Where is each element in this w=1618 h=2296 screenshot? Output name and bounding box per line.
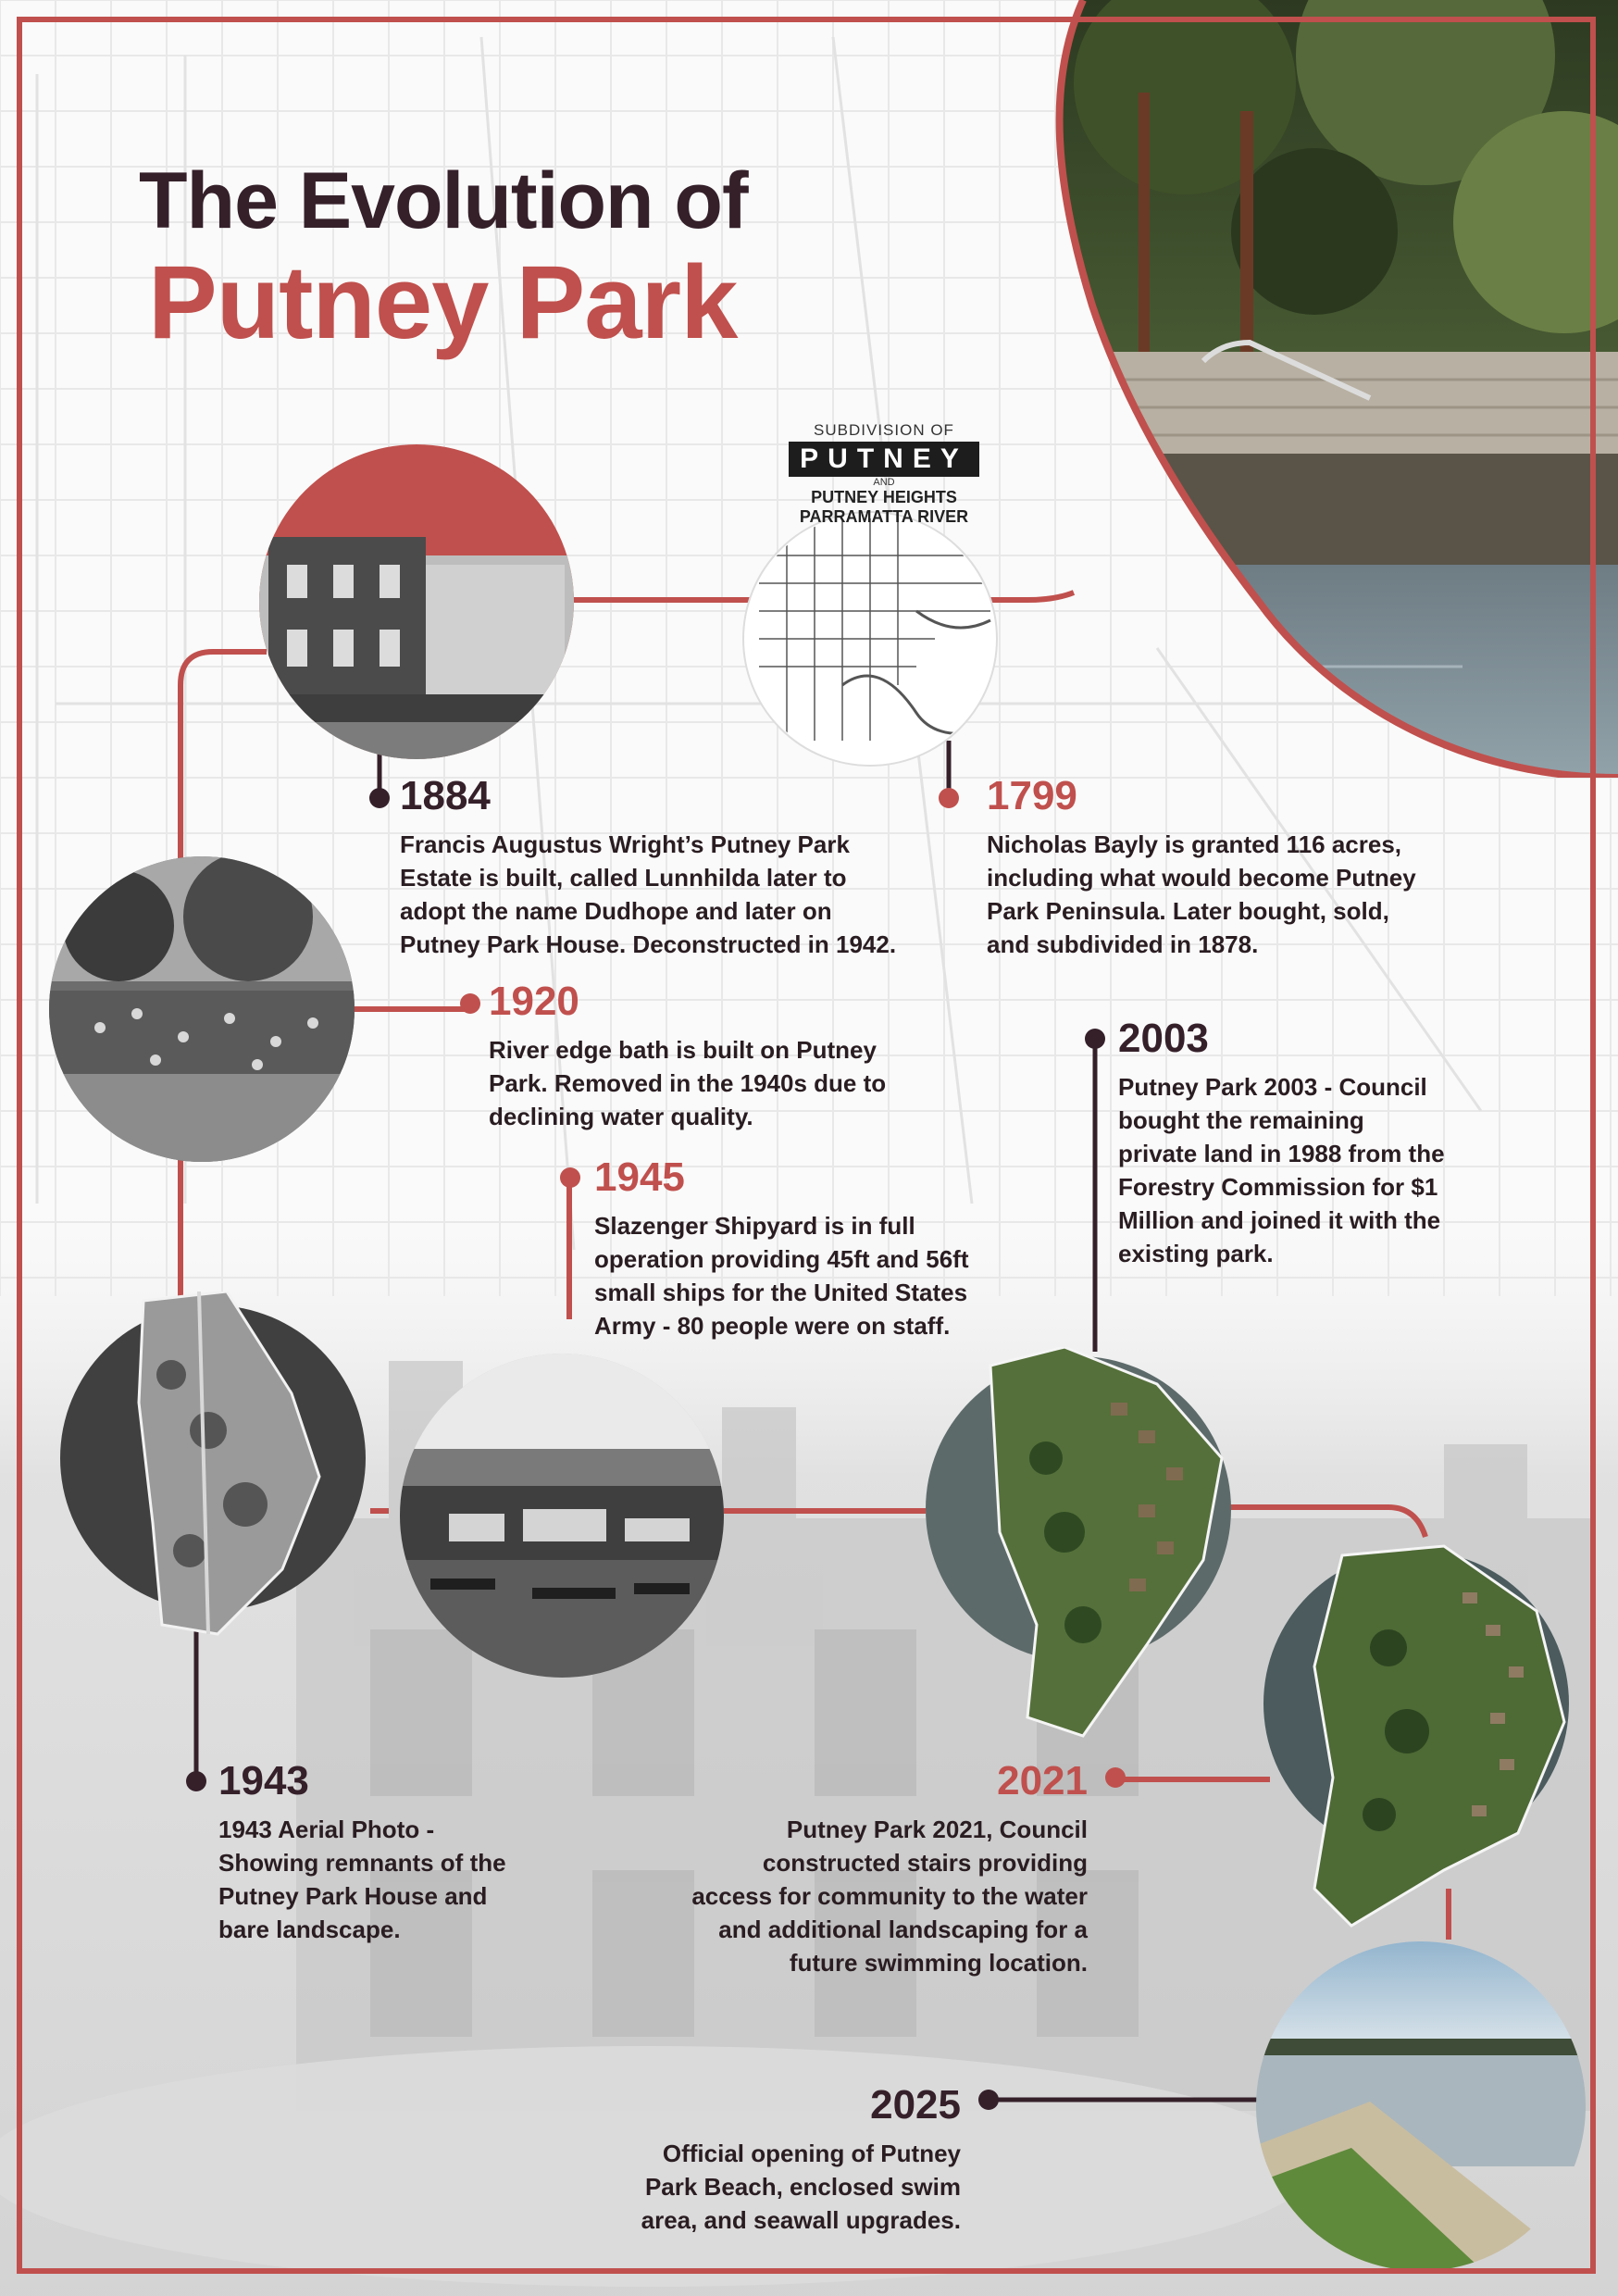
year-2021: 2021 [997, 1758, 1088, 1803]
timeline-entry-1945 [594, 1154, 1113, 1342]
year-1799: 1799 [987, 773, 1077, 818]
text-1920 [489, 1033, 970, 1133]
text-1799-line: Nicholas Bayly is granted 116 acres, [987, 830, 1402, 858]
text-2003-line: bought the remaining [1118, 1106, 1364, 1134]
photo-1884-house [250, 435, 583, 768]
year-2025: 2025 [870, 2082, 961, 2128]
year-1920: 1920 [489, 979, 579, 1024]
map-1799-subdivision [731, 500, 1018, 768]
text-2003-line: Million and joined it with the [1118, 1206, 1441, 1234]
text-2021-line: constructed stairs providing [762, 1849, 1088, 1877]
year-1945: 1945 [594, 1154, 685, 1200]
text-1943-line: Showing remnants of the [218, 1849, 506, 1877]
text-1943 [218, 1813, 607, 1946]
text-2003-line: existing park. [1118, 1240, 1274, 1267]
photo-1943-aerial [51, 1292, 375, 1643]
photo-2025-beach [1250, 1935, 1592, 2277]
text-2003 [1118, 1070, 1562, 1270]
photo-2003-aerial [926, 1347, 1231, 1745]
connector-2003-2021 [1213, 1507, 1425, 1537]
text-1945-line: operation providing 45ft and 56ft [594, 1245, 969, 1273]
text-2021-line: and additional landscaping for a [718, 1915, 1088, 1943]
map-label-name: PUTNEY [789, 442, 979, 477]
text-1799-line: Park Peninsula. Later bought, sold, [987, 897, 1389, 925]
text-1799-line: including what would become Putney [987, 864, 1416, 892]
text-1945-line: Slazenger Shipyard is in full [594, 1212, 915, 1240]
timeline-entry-1943 [218, 1758, 607, 1946]
text-2003-line: private land in 1988 from the [1118, 1140, 1445, 1167]
timeline-entry-1799 [987, 773, 1561, 961]
map-label-river: PARRAMATTA RIVER [799, 507, 969, 526]
text-2003-line: Forestry Commission for $1 [1118, 1173, 1438, 1201]
dot-1943 [186, 1771, 206, 1791]
map-label [759, 421, 1009, 527]
text-2003-line: Putney Park 2003 - Council [1118, 1073, 1427, 1101]
photo-2021-aerial [1259, 1537, 1583, 1935]
text-2025-line: Park Beach, enclosed swim [644, 2173, 961, 2201]
page-title-line1: The Evolution of [139, 156, 748, 245]
text-1884 [400, 828, 992, 961]
text-1799 [987, 828, 1561, 961]
photo-1945-shipyard [393, 1347, 731, 1685]
year-2003: 2003 [1118, 1016, 1209, 1061]
dot-2025 [978, 2090, 999, 2110]
dot-2021 [1105, 1767, 1126, 1788]
timeline-entry-2003 [1118, 1018, 1562, 1270]
map-label-subdivision: SUBDIVISION OF [814, 421, 954, 439]
text-1945 [594, 1209, 1113, 1342]
text-1884-line: Estate is built, called Lunnhilda later to [400, 864, 847, 892]
dot-1945 [560, 1167, 580, 1188]
year-1884: 1884 [400, 773, 491, 818]
timeline-entry-2021 [592, 1758, 1088, 1979]
dot-1920 [460, 993, 480, 1014]
photo-1920-river-bath [44, 852, 359, 1167]
text-1920-line: River edge bath is built on Putney [489, 1036, 877, 1064]
text-2021 [592, 1813, 1088, 1979]
map-label-and: AND [873, 477, 895, 488]
timeline-entry-1884 [400, 773, 992, 961]
year-1943: 1943 [218, 1758, 309, 1803]
dot-1884 [369, 788, 390, 808]
timeline-entry-1920 [489, 981, 970, 1133]
page-title-line2: Putney Park [148, 244, 738, 360]
text-1943-line: 1943 Aerial Photo - [218, 1816, 435, 1843]
dot-2003 [1085, 1029, 1105, 1049]
text-1943-line: bare landscape. [218, 1915, 401, 1943]
text-2021-line: Putney Park 2021, Council [786, 1816, 1088, 1843]
hero-photo [981, 0, 1618, 778]
text-2025-line: Official opening of Putney [662, 2140, 961, 2167]
text-1945-line: small ships for the United States [594, 1279, 968, 1306]
text-2025-line: area, and seawall upgrades. [641, 2206, 961, 2234]
text-1799-line: and subdivided in 1878. [987, 930, 1259, 958]
text-1884-line: adopt the name Dudhope and later on [400, 897, 832, 925]
map-label-heights: PUTNEY HEIGHTS [811, 488, 957, 506]
text-1943-line: Putney Park House and [218, 1882, 488, 1910]
text-1920-line: declining water quality. [489, 1103, 753, 1130]
text-2025 [574, 2137, 961, 2237]
text-1884-line: Putney Park House. Deconstructed in 1942. [400, 930, 897, 958]
text-1920-line: Park. Removed in the 1940s due to [489, 1069, 887, 1097]
text-2021-line: future swimming location. [789, 1949, 1088, 1977]
text-2021-line: access for community to the water [691, 1882, 1088, 1910]
text-1884-line: Francis Augustus Wright’s Putney Park [400, 830, 850, 858]
text-1945-line: Army - 80 people were on staff. [594, 1312, 951, 1340]
timeline-entry-2025 [574, 2082, 961, 2237]
